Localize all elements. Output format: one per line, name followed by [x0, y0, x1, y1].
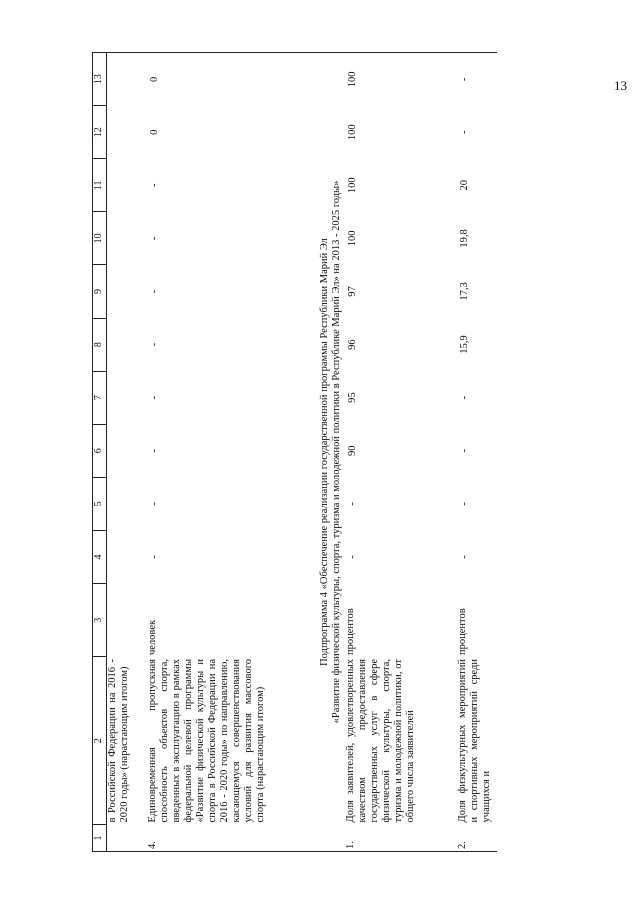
value-cell	[107, 318, 147, 371]
value-cell	[107, 424, 147, 477]
value-cell: -	[148, 449, 160, 453]
table-header	[93, 53, 107, 852]
column-header-8: 8	[93, 318, 107, 371]
value-cell: 100	[345, 53, 457, 106]
table-row	[107, 53, 147, 852]
value-cell: -	[346, 502, 358, 506]
column-header-10: 10	[93, 212, 107, 265]
indicator-name: в Российской Федерации на 2016 - 2020 годы» (нарастающим итогом)	[107, 659, 130, 823]
value-cell: -	[148, 289, 160, 294]
value-cell	[107, 106, 147, 159]
value-cell: 100	[346, 230, 358, 247]
value-cell	[107, 212, 147, 265]
table-row	[147, 53, 315, 852]
header-row	[93, 53, 107, 852]
row-index: 1.	[345, 824, 457, 851]
value-cell: 17,3	[458, 282, 470, 301]
column-header-5: 5	[93, 477, 107, 530]
value-cell: -	[148, 395, 160, 400]
subprogram-title-line1: Подпрограмма 4 «Обеспечение реализации государственной программы Республики Марий Эл	[318, 238, 330, 666]
value-cell: 15,9	[458, 335, 470, 354]
column-header-12: 12	[93, 106, 107, 159]
value-cell: -	[148, 555, 160, 559]
value-cell: 97	[346, 286, 358, 297]
value-cell: 96	[346, 339, 358, 350]
value-cell: -	[148, 342, 160, 347]
value-cell: 0	[147, 53, 315, 106]
value-cell	[107, 159, 147, 212]
value-cell	[107, 265, 147, 318]
column-header-3: 3	[93, 583, 107, 657]
unit-of-measure	[107, 583, 147, 657]
value-cell: -	[458, 130, 470, 134]
value-cell: -	[458, 395, 470, 400]
indicator-name: Единовременная пропускная способность объектов спорта, введенных в эксплуатацию в рамках федеральной целевой программы «Развитие физической культуры и спорта в Российской Федерации на 2016 - 2020 годы» по направлению, касающемуся совершенствования условий для развития массового спорта (нарастающим итогом)	[146, 659, 266, 823]
indicator-name: Доля физкультурных мероприятий и спортивных мероприятий среди учащихся и	[456, 659, 492, 823]
table-body	[107, 53, 497, 852]
unit-of-measure: человек	[146, 619, 158, 655]
value-cell: 20	[458, 180, 470, 191]
row-index: 2.	[457, 824, 497, 851]
subprogram-title-row	[315, 53, 345, 852]
value-cell: 0	[148, 129, 160, 135]
column-header-4: 4	[93, 530, 107, 583]
column-header-9: 9	[93, 265, 107, 318]
value-cell: 100	[346, 177, 358, 194]
table-row	[457, 53, 497, 852]
row-index	[107, 824, 147, 851]
unit-of-measure: процентов	[456, 608, 468, 655]
page-number: 13	[614, 78, 627, 93]
column-header-7: 7	[93, 371, 107, 424]
rotated-table-sheet	[92, 52, 562, 852]
value-cell: -	[458, 555, 470, 559]
column-header-6: 6	[93, 424, 107, 477]
table-row	[345, 53, 457, 852]
value-cell: -	[148, 236, 160, 241]
subprogram-title	[315, 53, 345, 852]
value-cell: -	[457, 53, 497, 106]
value-cell: -	[148, 502, 160, 506]
row-index: 4.	[147, 824, 315, 851]
value-cell: 100	[346, 124, 358, 141]
column-header-2: 2	[93, 657, 107, 824]
value-cell: -	[148, 183, 160, 188]
value-cell: -	[346, 555, 358, 559]
value-cell	[107, 53, 147, 106]
indicator-name: Доля заявителей, удовлетворенных качеством предоставления государственных услуг в сфере физической культуры, спорта, туризма и молодежной политики, от общего числа заявителей	[344, 659, 416, 823]
subprogram-title-line2: «Развитие физической культуры, спорта, туризма и молодежной политики в Республике Марий Эл» на 2013 - 2025 годы»	[330, 180, 342, 724]
value-cell	[107, 477, 147, 530]
value-cell: -	[458, 502, 470, 506]
value-cell: 95	[346, 392, 358, 403]
unit-of-measure: процентов	[344, 608, 356, 655]
value-cell	[107, 371, 147, 424]
value-cell: 90	[346, 445, 358, 456]
column-header-13: 13	[93, 53, 107, 106]
indicators-table	[92, 52, 497, 852]
value-cell: -	[458, 449, 470, 453]
column-header-11: 11	[93, 159, 107, 212]
value-cell	[107, 530, 147, 583]
column-header-1: 1	[93, 824, 107, 851]
value-cell: 19,8	[458, 229, 470, 248]
